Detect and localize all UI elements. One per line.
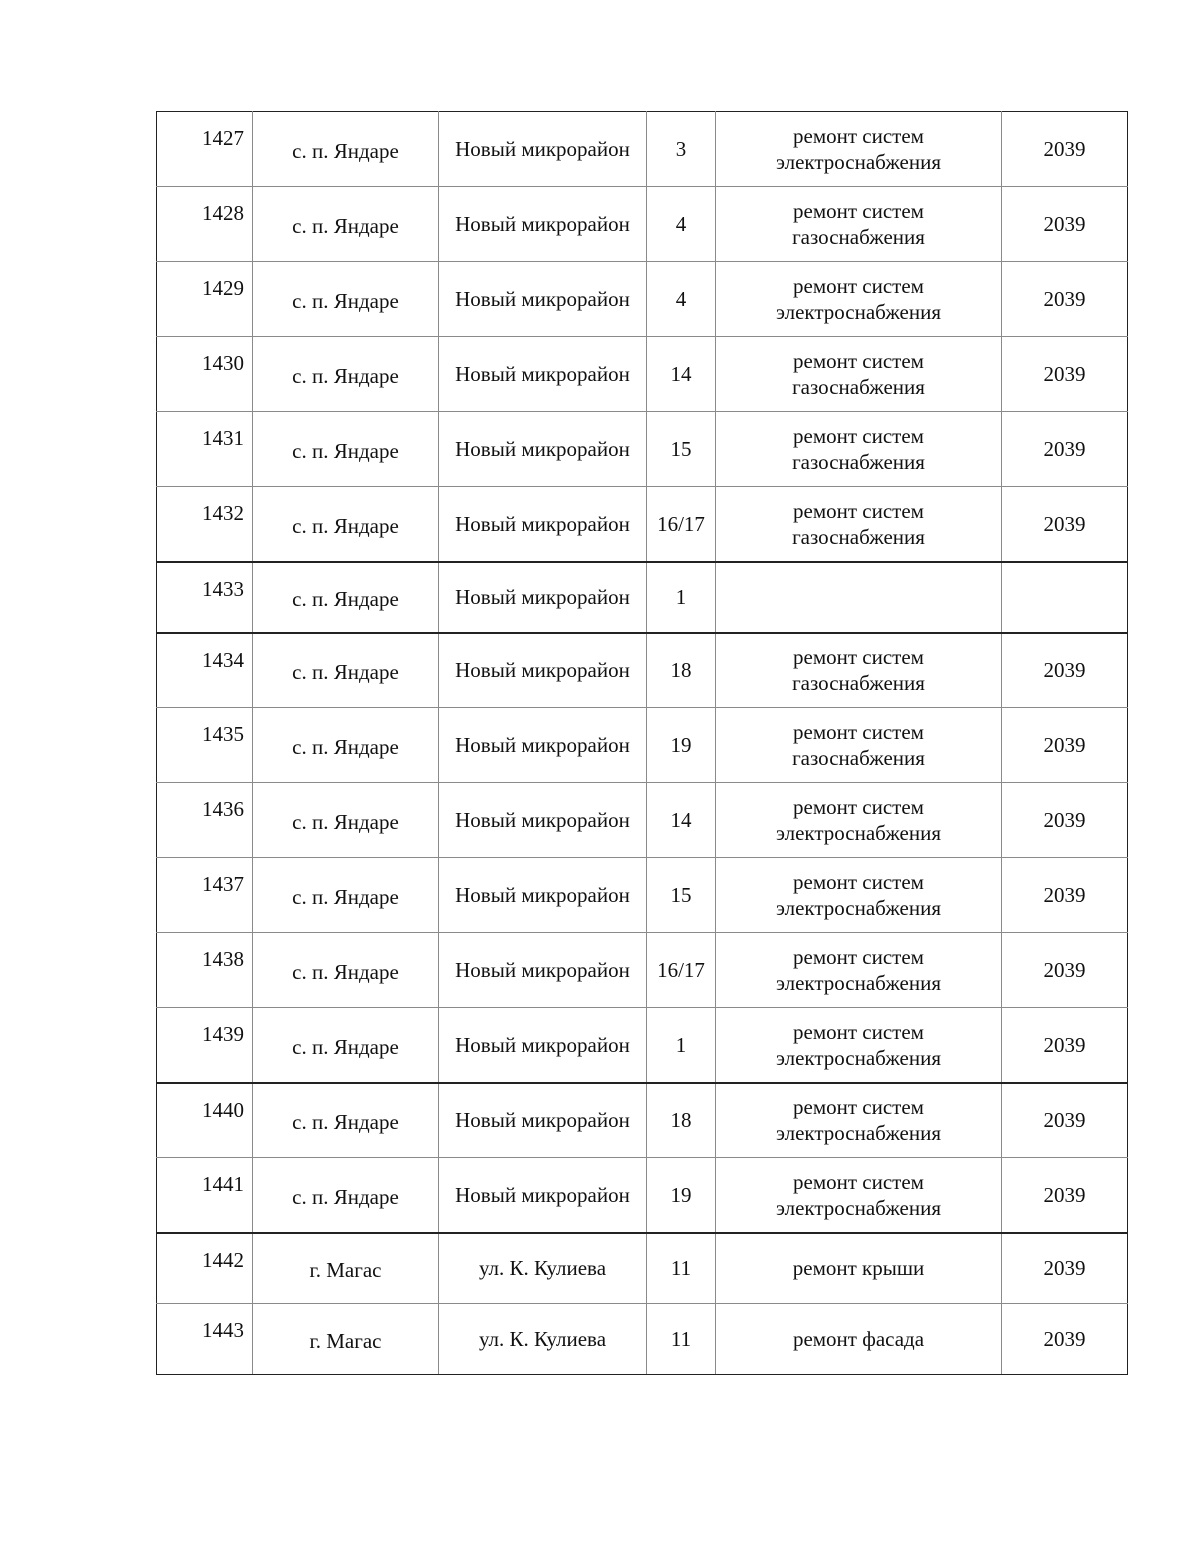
row-number: 1441 <box>157 1158 253 1233</box>
work-type-line-1: ремонт систем <box>793 498 924 523</box>
year-cell <box>1002 562 1128 633</box>
table-row <box>157 1008 1128 1083</box>
settlement-cell: с. п. Яндаре <box>253 337 439 412</box>
work-type-cell <box>716 933 1002 1008</box>
work-type-cell <box>716 633 1002 708</box>
settlement-cell: с. п. Яндаре <box>253 783 439 858</box>
house-number-cell: 16/17 <box>647 933 716 1008</box>
street-cell: Новый микрорайон <box>439 1158 647 1233</box>
street-cell: Новый микрорайон <box>439 633 647 708</box>
settlement-cell: с. п. Яндаре <box>253 1158 439 1233</box>
settlement-cell: с. п. Яндаре <box>253 1008 439 1083</box>
work-type-line-1: ремонт систем <box>793 1019 924 1044</box>
work-type-cell <box>716 783 1002 858</box>
house-number-cell: 1 <box>647 1008 716 1083</box>
street-cell: Новый микрорайон <box>439 783 647 858</box>
work-type-cell <box>716 708 1002 783</box>
repair-schedule-table <box>156 111 1128 1375</box>
house-number-cell: 1 <box>647 562 716 633</box>
settlement-cell: с. п. Яндаре <box>253 708 439 783</box>
row-number: 1431 <box>157 412 253 487</box>
row-number: 1433 <box>157 562 253 633</box>
work-type-line-1: ремонт систем <box>793 424 924 448</box>
table-row <box>157 112 1128 187</box>
year-cell: 2039 <box>1002 783 1128 858</box>
work-type-line-1: ремонт систем <box>793 274 924 298</box>
settlement-cell: с. п. Яндаре <box>253 633 439 708</box>
table-row <box>157 262 1128 337</box>
work-type-cell <box>716 412 1002 487</box>
house-number-cell: 14 <box>647 783 716 858</box>
work-type-line-1: ремонт систем <box>793 945 924 969</box>
street-cell: Новый микрорайон <box>439 858 647 933</box>
settlement-cell: с. п. Яндаре <box>253 112 439 187</box>
house-number-cell: 15 <box>647 412 716 487</box>
settlement-cell: с. п. Яндаре <box>253 562 439 633</box>
work-type-line-2: газоснабжения <box>792 225 925 249</box>
year-cell: 2039 <box>1002 708 1128 783</box>
row-number: 1438 <box>157 933 253 1008</box>
row-number: 1443 <box>157 1304 253 1375</box>
work-type-cell <box>716 112 1002 187</box>
settlement-cell: с. п. Яндаре <box>253 1083 439 1158</box>
year-cell: 2039 <box>1002 633 1128 708</box>
work-type-line-1: ремонт фасада <box>792 1327 925 1351</box>
row-number: 1439 <box>157 1008 253 1083</box>
street-cell: Новый микрорайон <box>439 187 647 262</box>
table-row <box>157 337 1128 412</box>
house-number-cell: 11 <box>647 1304 716 1375</box>
work-type-line-2: электроснабжения <box>775 300 942 324</box>
work-type-line-2: газоснабжения <box>792 671 925 696</box>
work-type-line-2: газоснабжения <box>792 375 925 399</box>
street-cell: Новый микрорайон <box>439 112 647 187</box>
work-type-line-2: газоснабжения <box>792 746 925 770</box>
work-type-cell <box>716 487 1002 562</box>
table-row <box>157 633 1128 708</box>
settlement-cell: с. п. Яндаре <box>253 187 439 262</box>
work-type-cell <box>716 858 1002 933</box>
settlement-cell: с. п. Яндаре <box>253 412 439 487</box>
house-number-cell: 11 <box>647 1233 716 1304</box>
settlement-cell: с. п. Яндаре <box>253 487 439 562</box>
row-number: 1434 <box>157 633 253 708</box>
year-cell: 2039 <box>1002 487 1128 562</box>
year-cell: 2039 <box>1002 1158 1128 1233</box>
table-row <box>157 487 1128 562</box>
work-type-cell <box>716 337 1002 412</box>
work-type-cell <box>716 187 1002 262</box>
year-cell: 2039 <box>1002 1233 1128 1304</box>
house-number-cell: 3 <box>647 112 716 187</box>
work-type-line-1: ремонт систем <box>793 870 924 894</box>
row-number: 1436 <box>157 783 253 858</box>
table-row <box>157 1158 1128 1233</box>
street-cell: Новый микрорайон <box>439 1008 647 1083</box>
street-cell: ул. К. Кулиева <box>439 1233 647 1304</box>
row-number: 1442 <box>157 1233 253 1304</box>
work-type-line-1: ремонт систем <box>793 1169 924 1194</box>
street-cell: Новый микрорайон <box>439 562 647 633</box>
work-type-line-1: ремонт систем <box>793 1095 924 1120</box>
row-number: 1429 <box>157 262 253 337</box>
work-type-line-2: электроснабжения <box>775 971 942 995</box>
table-row <box>157 708 1128 783</box>
work-type-line-2: электроснабжения <box>775 1045 942 1070</box>
street-cell: Новый микрорайон <box>439 487 647 562</box>
work-type-line-1: ремонт систем <box>793 199 924 223</box>
street-cell: Новый микрорайон <box>439 933 647 1008</box>
house-number-cell: 16/17 <box>647 487 716 562</box>
house-number-cell: 15 <box>647 858 716 933</box>
table-row <box>157 1083 1128 1158</box>
row-number: 1427 <box>157 112 253 187</box>
street-cell: Новый микрорайон <box>439 708 647 783</box>
settlement-cell: с. п. Яндаре <box>253 858 439 933</box>
work-type-cell <box>716 1233 1002 1304</box>
year-cell: 2039 <box>1002 262 1128 337</box>
row-number: 1435 <box>157 708 253 783</box>
work-type-cell <box>716 1158 1002 1233</box>
settlement-cell: с. п. Яндаре <box>253 262 439 337</box>
work-type-cell <box>716 1304 1002 1375</box>
work-type-line-2: газоснабжения <box>792 450 925 474</box>
year-cell: 2039 <box>1002 858 1128 933</box>
street-cell: Новый микрорайон <box>439 262 647 337</box>
table-row <box>157 187 1128 262</box>
row-number: 1440 <box>157 1083 253 1158</box>
work-type-cell <box>716 1008 1002 1083</box>
year-cell: 2039 <box>1002 187 1128 262</box>
work-type-line-1: ремонт систем <box>793 124 924 148</box>
work-type-line-2: электроснабжения <box>775 821 942 845</box>
house-number-cell: 4 <box>647 187 716 262</box>
work-type-line-1: ремонт систем <box>793 349 924 373</box>
house-number-cell: 4 <box>647 262 716 337</box>
table-row <box>157 783 1128 858</box>
row-number: 1430 <box>157 337 253 412</box>
settlement-cell: г. Магас <box>253 1304 439 1375</box>
work-type-line-2: электроснабжения <box>775 896 942 920</box>
year-cell: 2039 <box>1002 933 1128 1008</box>
year-cell: 2039 <box>1002 337 1128 412</box>
house-number-cell: 18 <box>647 633 716 708</box>
table-row <box>157 858 1128 933</box>
year-cell: 2039 <box>1002 1304 1128 1375</box>
table-row <box>157 1233 1128 1304</box>
table-row <box>157 933 1128 1008</box>
work-type-line-2: электроснабжения <box>775 150 942 174</box>
work-type-line-1: ремонт систем <box>793 645 924 670</box>
street-cell: Новый микрорайон <box>439 1083 647 1158</box>
year-cell: 2039 <box>1002 412 1128 487</box>
table-row <box>157 562 1128 633</box>
row-number: 1437 <box>157 858 253 933</box>
house-number-cell: 19 <box>647 1158 716 1233</box>
settlement-cell: г. Магас <box>253 1233 439 1304</box>
house-number-cell: 14 <box>647 337 716 412</box>
work-type-line-1: ремонт крыши <box>792 1256 925 1281</box>
row-number: 1428 <box>157 187 253 262</box>
work-type-line-1: ремонт систем <box>793 720 924 744</box>
work-type-cell <box>716 562 1002 633</box>
work-type-line-2: электроснабжения <box>775 1195 942 1220</box>
work-type-line-1: ремонт систем <box>793 795 924 819</box>
year-cell: 2039 <box>1002 112 1128 187</box>
table-body <box>157 112 1128 1375</box>
street-cell: Новый микрорайон <box>439 337 647 412</box>
table-row <box>157 412 1128 487</box>
house-number-cell: 18 <box>647 1083 716 1158</box>
year-cell: 2039 <box>1002 1008 1128 1083</box>
work-type-cell <box>716 1083 1002 1158</box>
table-row <box>157 1304 1128 1375</box>
row-number: 1432 <box>157 487 253 562</box>
year-cell: 2039 <box>1002 1083 1128 1158</box>
settlement-cell: с. п. Яндаре <box>253 933 439 1008</box>
street-cell: ул. К. Кулиева <box>439 1304 647 1375</box>
work-type-line-2: газоснабжения <box>792 524 925 549</box>
work-type-line-2: электроснабжения <box>775 1121 942 1146</box>
house-number-cell: 19 <box>647 708 716 783</box>
street-cell: Новый микрорайон <box>439 412 647 487</box>
work-type-cell <box>716 262 1002 337</box>
